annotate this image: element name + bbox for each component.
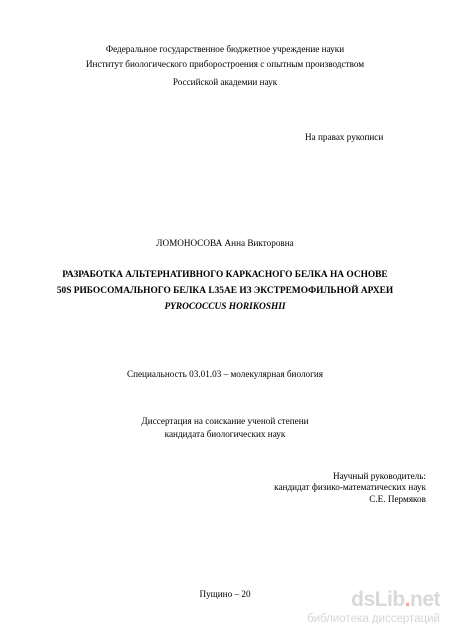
thesis-title-line-1: РАЗРАБОТКА АЛЬТЕРНАТИВНОГО КАРКАСНОГО БЕЛКА НА ОСНОВЕ <box>62 270 388 280</box>
dissertation-degree-line-1: Диссертация на соискание ученой степени <box>141 416 309 426</box>
dissertation-degree-line-2: кандидата биологических наук <box>164 429 286 439</box>
thesis-title-line-3: PYROCOCCUS HORIKOSHII <box>164 302 286 312</box>
institution-line-2: Институт биологического приборостроения с опытным производством <box>85 59 365 69</box>
dslib-subtitle: библиотека диссертаций <box>307 613 440 625</box>
manuscript-rights-note: На правах рукописи <box>305 132 384 142</box>
specialty: Специальность 03.01.03 – молекулярная биология <box>126 369 324 379</box>
dslib-logo: dsLib.net <box>351 588 440 611</box>
supervisor-name: С.Е. Пермяков <box>369 494 426 504</box>
supervisor-label: Научный руководитель: <box>332 471 426 481</box>
place-year: Пущино – 20 <box>199 589 251 599</box>
dslib-watermark <box>307 588 440 630</box>
institution-line-1: Федеральное государственное бюджетное учреждение науки <box>105 44 345 54</box>
author-name: ЛОМОНОСОВА Анна Викторовна <box>156 238 294 248</box>
institution-line-3: Российской академии наук <box>172 77 278 87</box>
thesis-title-line-2: 50S РИБОСОМАЛЬНОГО БЕЛКА L35AE ИЗ ЭКСТРЕМОФИЛЬНОЙ АРХЕИ <box>56 286 394 296</box>
supervisor-degree: кандидат физико-математических наук <box>274 482 426 492</box>
